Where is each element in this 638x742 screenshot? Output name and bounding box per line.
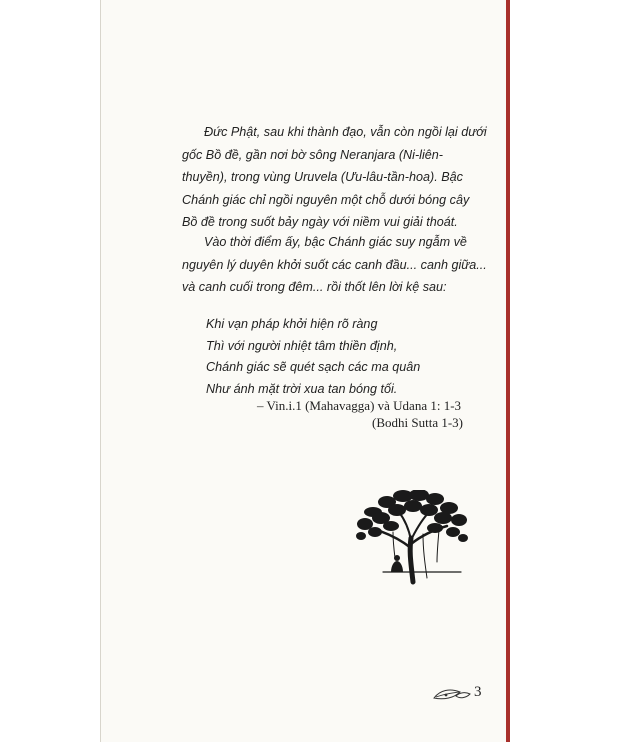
paragraph-1: Đức Phật, sau khi thành đạo, vẫn còn ngồi lại dưới gốc Bồ đề, gần nơi bờ sông Neranjara (Ni-liên-thuyền), trong vùng Uruvela (Ưu-lâu-tần-hoa). Bậc Chánh giác chỉ ngồi nguyên một chỗ dưới bóng cây Bồ đề trong suốt bảy ngày với niềm vui giải thoát. bbox=[182, 125, 487, 229]
verse-block bbox=[206, 314, 486, 400]
bodhi-tree-illustration-icon bbox=[353, 490, 471, 590]
verse-line: Thì với người nhiệt tâm thiền định, bbox=[206, 338, 398, 353]
leaf-ornament-icon bbox=[432, 686, 472, 702]
page-number-area bbox=[432, 683, 492, 705]
verse-line: Chánh giác sẽ quét sạch các ma quân bbox=[206, 360, 421, 374]
paragraph-2: Vào thời điểm ấy, bậc Chánh giác suy ngẫm về nguyên lý duyên khởi suốt các canh đầu... canh giữa... và canh cuối trong đêm... rồi thốt lên lời kệ sau: bbox=[182, 235, 487, 294]
verse-line: Khi vạn pháp khởi hiện rõ ràng bbox=[206, 317, 378, 331]
page-edge-binding bbox=[506, 0, 510, 742]
verse-line: Như ánh mặt trời xua tan bóng tối. bbox=[206, 381, 398, 396]
page-number: 3 bbox=[474, 684, 482, 700]
citation-source: – Vin.i.1 (Mahavagga) và Udana 1: 1-3 bbox=[257, 398, 462, 413]
citation-sutta: (Bodhi Sutta 1-3) bbox=[372, 415, 463, 430]
